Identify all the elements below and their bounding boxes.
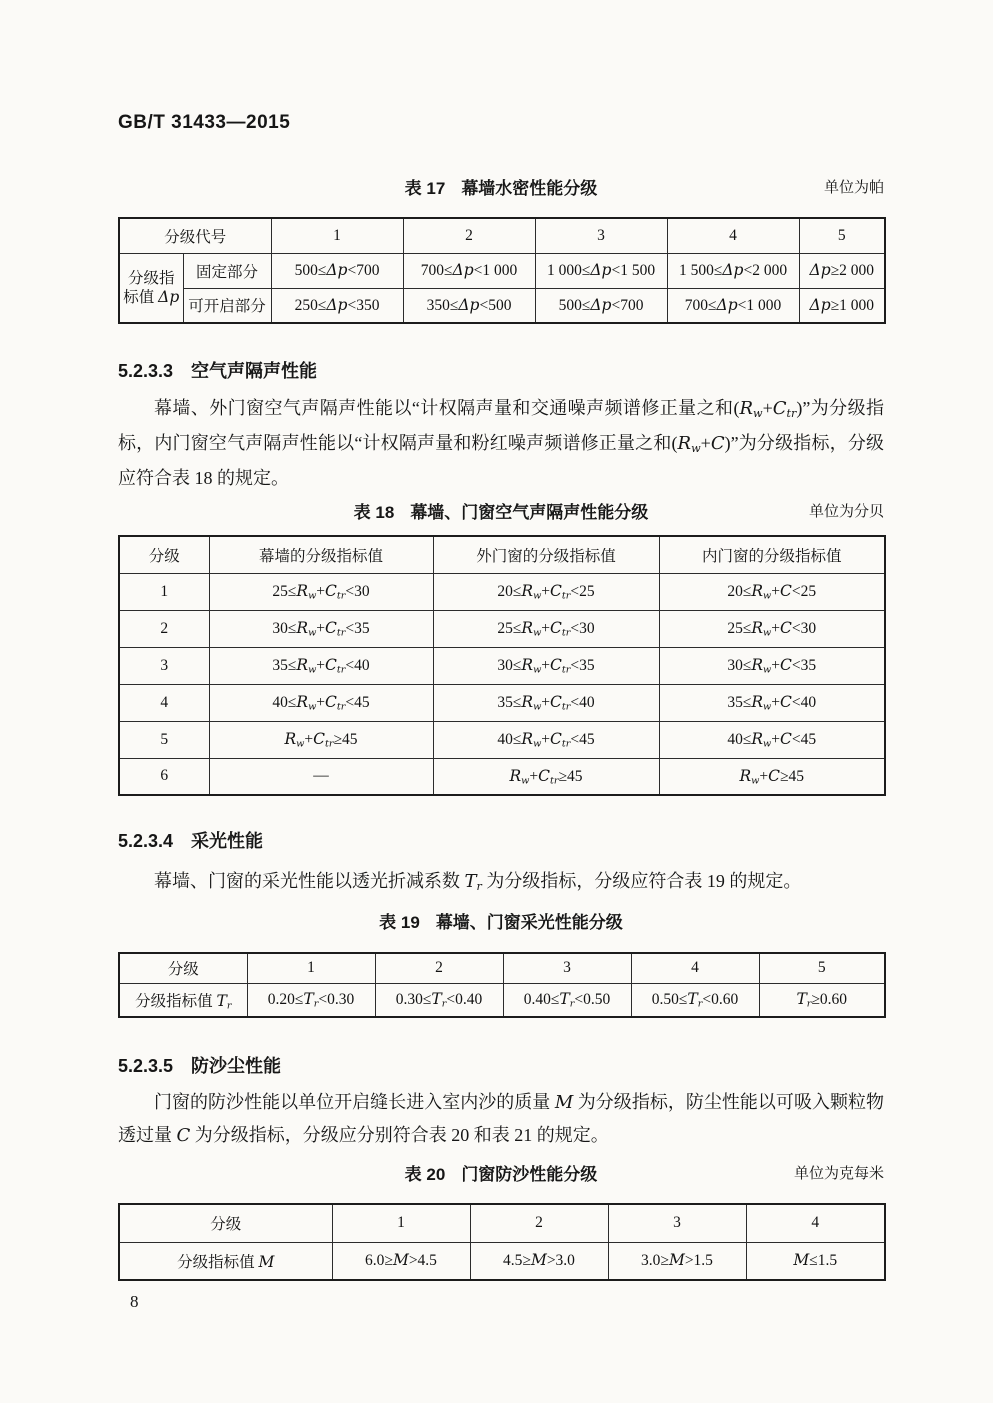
grade-cell: 3 (535, 218, 667, 253)
table-row (119, 721, 885, 758)
paragraph-daylight: 幕墙、门窗的采光性能以透光折减系数 $T_r$ 为分级指标，分级应符合表 19 的规定。 (154, 871, 802, 894)
table17-caption-title: 幕墙水密性能分级 (461, 179, 598, 198)
formula-cell: $0.40\le T_r<0.50$ (503, 983, 631, 1017)
formula-cell: 1 500≤Δp<2 000 (667, 253, 799, 288)
grade-cell: 4 (667, 218, 799, 253)
formula-cell: 250≤Δp<350 (271, 288, 403, 323)
formula-cell: $0.50\le T_r<0.60$ (631, 983, 759, 1017)
grade-cell: 1 (247, 953, 375, 983)
row-group-label-line1: 分级指 (127, 269, 175, 287)
section-heading-acoustic (118, 357, 317, 383)
section-heading-sand (118, 1052, 281, 1078)
doc-code: GB/T 31433—2015 (118, 112, 291, 133)
grade-cell: 2 (375, 953, 503, 983)
grade-cell: 6 (119, 758, 209, 795)
table-row (119, 573, 885, 610)
paragraph-acoustic: 幕墙、外门窗空气声隔声性能以“计权隔声量和交通噪声频谱修正量之和$(R_w+C_{tr})$”为分级指标，内门窗空气声隔声性能以“计权隔声量和粉红噪声频谱修正量之和$(R_w+C)$”为分级指标，分级应符合表 18 的规定。 (118, 398, 885, 488)
table19-header-row (119, 953, 885, 983)
table17-header-row (119, 218, 885, 253)
formula-cell: $40\le R_w+C_{tr}<45$ (209, 684, 433, 721)
column-header: 幕墙的分级指标值 (209, 536, 433, 573)
grade-cell: 1 (271, 218, 403, 253)
table20-caption-row (118, 1160, 884, 1184)
table19-corner-label: 分级 (119, 953, 247, 983)
table17-caption-number: 表 17 (404, 179, 446, 198)
formula-cell: $R_w+C_{tr}\ge 45$ (209, 721, 433, 758)
grade-cell: 4 (631, 953, 759, 983)
table20-unit-label: 单位为克每米 (793, 1166, 884, 1182)
table19-caption-row (118, 908, 884, 932)
formula-cell: Δp≥2 000 (799, 253, 885, 288)
table18-acoustic-insulation (118, 535, 886, 796)
row-label-cell: 固定部分 (183, 253, 271, 288)
grade-cell: 1 (332, 1204, 470, 1242)
table17-openable-row (119, 288, 885, 323)
table20-value-row (119, 1242, 885, 1280)
table19-caption-number: 表 19 (379, 913, 420, 932)
grade-cell: 5 (799, 218, 885, 253)
formula-cell: 3.0≥M>1.5 (608, 1242, 746, 1280)
formula-cell: $25\le R_w+C_{tr}<30$ (209, 573, 433, 610)
row-label-cell: 分级指标值 $T_r$ (119, 983, 247, 1017)
grade-cell: 2 (403, 218, 535, 253)
section-title: 空气声隔声性能 (191, 361, 318, 381)
grade-cell: 3 (608, 1204, 746, 1242)
table-row (119, 610, 885, 647)
table20-caption-title: 门窗防沙性能分级 (461, 1165, 598, 1184)
table-row (119, 758, 885, 795)
formula-cell: $40\le R_w+C<45$ (659, 721, 885, 758)
formula-cell: $R_w+C_{tr}\ge 45$ (433, 758, 659, 795)
grade-cell: 1 (119, 573, 209, 610)
section-number: 5.2.3.5 (118, 1056, 174, 1076)
table20-sand-resistance (118, 1203, 886, 1281)
formula-cell: 4.5≥M>3.0 (470, 1242, 608, 1280)
formula-cell: $35\le R_w+C_{tr}<40$ (209, 647, 433, 684)
table17-row-group-label (119, 253, 183, 323)
formula-cell: 1 000≤Δp<1 500 (535, 253, 667, 288)
table18-header-row (119, 536, 885, 573)
formula-cell: $30\le R_w+C_{tr}<35$ (433, 647, 659, 684)
formula-cell: M≤1.5 (746, 1242, 885, 1280)
grade-cell: 3 (119, 647, 209, 684)
section-number: 5.2.3.4 (118, 831, 174, 851)
formula-cell: 700≤Δp<1 000 (403, 253, 535, 288)
table18-unit-label: 单位为分贝 (808, 504, 884, 520)
formula-cell: 6.0≥M>4.5 (332, 1242, 470, 1280)
formula-cell: — (209, 758, 433, 795)
table17-caption (405, 174, 598, 199)
table19-caption (379, 908, 623, 933)
page-number: 8 (130, 1292, 139, 1311)
formula-cell: $T_r\ge 0.60$ (759, 983, 885, 1017)
formula-cell: $30\le R_w+C<35$ (659, 647, 885, 684)
formula-cell: 350≤Δp<500 (403, 288, 535, 323)
formula-cell: $20\le R_w+C_{tr}<25$ (433, 573, 659, 610)
grade-cell: 5 (759, 953, 885, 983)
table-row (119, 647, 885, 684)
table18-caption-row (118, 498, 884, 522)
formula-cell: $30\le R_w+C_{tr}<35$ (209, 610, 433, 647)
row-label-cell: 可开启部分 (183, 288, 271, 323)
section-title: 防沙尘性能 (191, 1056, 282, 1076)
grade-cell: 4 (746, 1204, 885, 1242)
formula-cell: 500≤Δp<700 (535, 288, 667, 323)
formula-cell: $35\le R_w+C_{tr}<40$ (433, 684, 659, 721)
table17-fixed-row (119, 253, 885, 288)
formula-cell: $25\le R_w+C<30$ (659, 610, 885, 647)
table20-header-row (119, 1204, 885, 1242)
formula-cell: $0.20\le T_r<0.30$ (247, 983, 375, 1017)
formula-cell: 500≤Δp<700 (271, 253, 403, 288)
row-label-cell: 分级指标值 M (119, 1242, 332, 1280)
section-heading-daylight (118, 827, 263, 853)
formula-cell: 700≤Δp<1 000 (667, 288, 799, 323)
column-header: 内门窗的分级指标值 (659, 536, 885, 573)
table-row (119, 684, 885, 721)
formula-cell: Δp≥1 000 (799, 288, 885, 323)
grade-cell: 3 (503, 953, 631, 983)
paragraph-sand: 门窗的防沙性能以单位开启缝长进入室内沙的质量 M 为分级指标，防尘性能以可吸入颗粒物透过量 C 为分级指标，分级应分别符合表 20 和表 21 的规定。 (118, 1092, 885, 1146)
table18-caption (354, 498, 649, 523)
grade-cell: 5 (119, 721, 209, 758)
table19-value-row (119, 983, 885, 1017)
table18-caption-number: 表 18 (353, 503, 395, 522)
grade-cell: 4 (119, 684, 209, 721)
table19-caption-title: 幕墙、门窗采光性能分级 (435, 913, 623, 932)
table17-watertightness (118, 217, 886, 324)
formula-cell: $R_w+C\ge 45$ (659, 758, 885, 795)
table20-caption (405, 1160, 598, 1185)
formula-cell: $35\le R_w+C<40$ (659, 684, 885, 721)
table20-caption-number: 表 20 (404, 1165, 446, 1184)
table19-daylighting (118, 952, 886, 1018)
grade-cell: 2 (119, 610, 209, 647)
formula-cell: $25\le R_w+C_{tr}<30$ (433, 610, 659, 647)
table17-unit-label: 单位为帕 (823, 180, 884, 196)
table20-corner-label: 分级 (119, 1204, 332, 1242)
formula-cell: $0.30\le T_r<0.40$ (375, 983, 503, 1017)
table18-caption-title: 幕墙、门窗空气声隔声性能分级 (410, 503, 649, 522)
row-group-label-line2: 标值 Δp (123, 287, 180, 306)
column-header: 分级 (119, 536, 209, 573)
section-number: 5.2.3.3 (118, 361, 174, 381)
section-title: 采光性能 (191, 831, 264, 851)
grade-cell: 2 (470, 1204, 608, 1242)
formula-cell: $20\le R_w+C<25$ (659, 573, 885, 610)
table17-caption-row (118, 174, 884, 198)
table17-corner-label: 分级代号 (119, 218, 271, 253)
column-header: 外门窗的分级指标值 (433, 536, 659, 573)
formula-cell: $40\le R_w+C_{tr}<45$ (433, 721, 659, 758)
